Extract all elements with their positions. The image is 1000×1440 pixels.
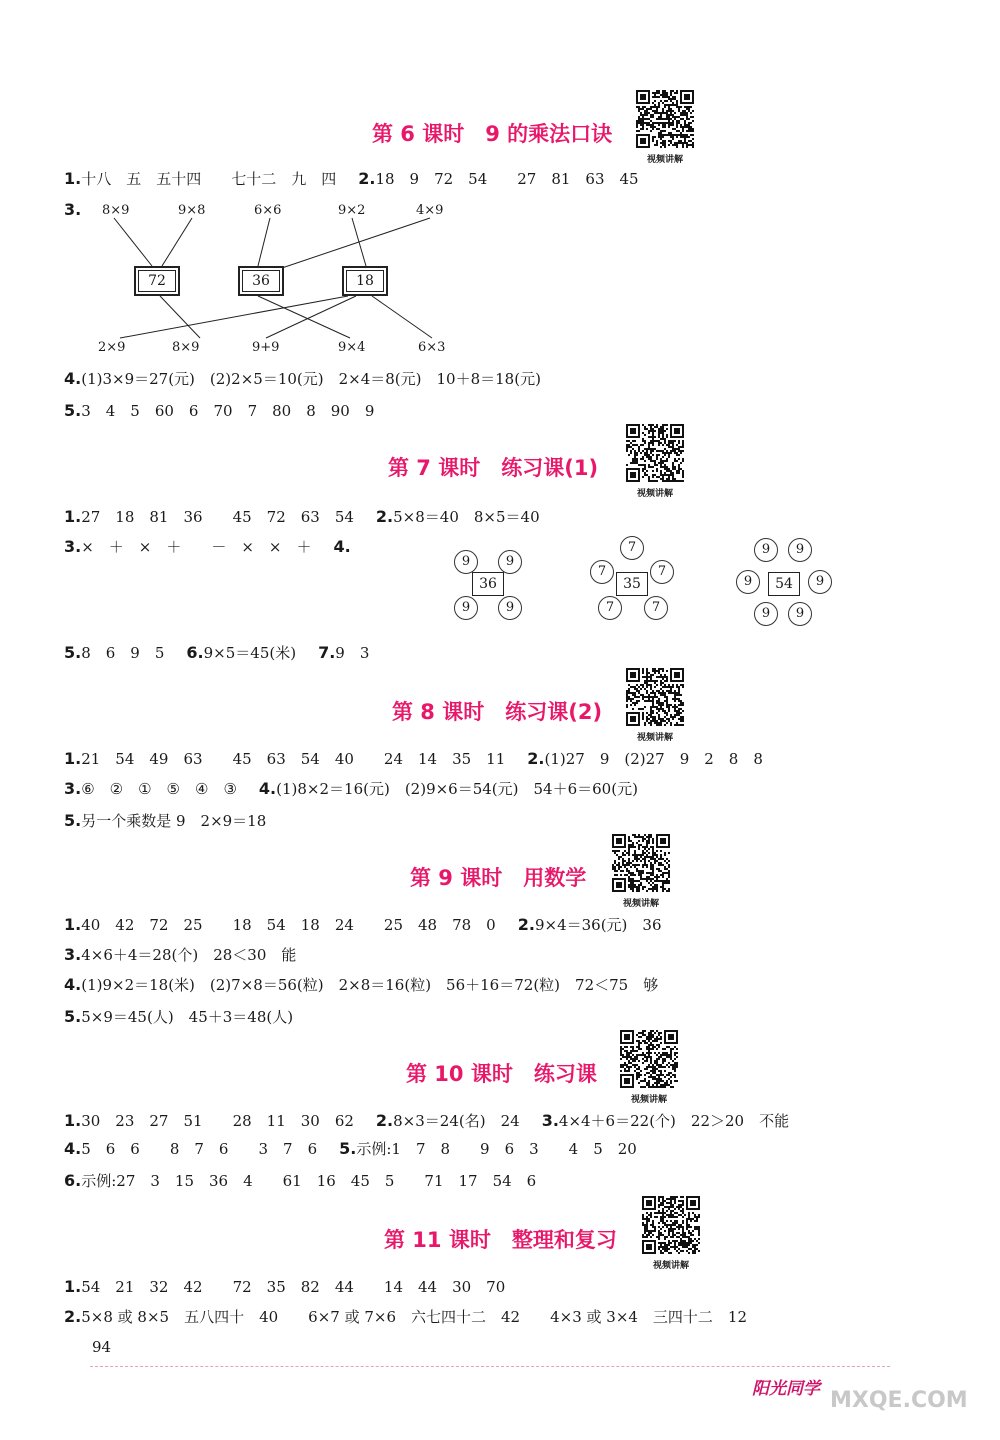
match-top: 6×6 xyxy=(254,203,282,218)
qr-caption: 视频讲解 xyxy=(636,733,673,743)
match-box: 18 xyxy=(342,266,388,296)
lesson-title: 第 8 课时 练习课(2) xyxy=(392,700,603,724)
flower-petal: 7 xyxy=(620,536,644,560)
match-top: 9×8 xyxy=(178,203,206,218)
answer-line: 1.21 54 49 63 45 63 54 40 24 14 35 11 2.(1)27 9 (2)27 9 2 8 8 xyxy=(64,749,763,768)
flower-36 xyxy=(452,544,532,624)
flower-petal: 9 xyxy=(454,596,478,620)
answer-line: 4.(1)3×9＝27(元) (2)2×5＝10(元) 2×4＝8(元) 10＋8＝18(元) xyxy=(64,369,541,388)
lesson-title: 第 11 课时 整理和复习 xyxy=(384,1228,617,1252)
flower-petal: 9 xyxy=(736,570,760,594)
qr-code-icon[interactable] xyxy=(612,834,670,892)
match-top: 9×2 xyxy=(338,203,366,218)
lesson-title: 第 6 课时 9 的乘法口诀 xyxy=(372,122,613,146)
flower-petal: 9 xyxy=(498,596,522,620)
flower-center: 36 xyxy=(472,572,504,596)
lesson-title: 第 9 课时 用数学 xyxy=(410,866,587,890)
flower-petal: 9 xyxy=(788,602,812,626)
qr-code-icon[interactable] xyxy=(636,90,694,148)
answer-line: 5.3 4 5 60 6 70 7 80 8 90 9 xyxy=(64,401,375,420)
answer-line: 5.5×9＝45(人) 45＋3＝48(人) xyxy=(64,1007,294,1026)
answer-line: 5.另一个乘数是 9 2×9＝18 xyxy=(64,811,267,830)
lesson-title: 第 7 课时 练习课(1) xyxy=(388,456,599,480)
flower-petal: 9 xyxy=(808,570,832,594)
answer-line: 5.8 6 9 5 6.9×5＝45(米) 7.9 3 xyxy=(64,643,370,662)
match-bottom: 8×9 xyxy=(172,340,200,355)
flower-center: 35 xyxy=(616,572,648,596)
match-bottom: 2×9 xyxy=(98,340,126,355)
answer-line: 6.示例:27 3 15 36 4 61 16 45 5 71 17 54 6 xyxy=(64,1171,537,1190)
answer-line: 3.⑥ ② ① ⑤ ④ ③ 4.(1)8×2＝16(元) (2)9×6＝54(元) 54＋6＝60(元) xyxy=(64,779,638,798)
match-bottom: 9×4 xyxy=(338,340,366,355)
answer-line: 4.5 6 6 8 7 6 3 7 6 5.示例:1 7 8 9 6 3 4 5 20 xyxy=(64,1139,637,1158)
flower-petal: 9 xyxy=(754,602,778,626)
match-box: 36 xyxy=(238,266,284,296)
lesson-title: 第 10 课时 练习课 xyxy=(406,1062,597,1086)
qr-caption: 视频讲解 xyxy=(636,489,673,499)
answer-line: 3.4×6＋4＝28(个) 28＜30 能 xyxy=(64,945,297,964)
answer-line: 3. xyxy=(64,200,82,219)
flower-petal: 9 xyxy=(498,550,522,574)
qr-code-icon[interactable] xyxy=(626,668,684,726)
flower-center: 54 xyxy=(768,572,800,596)
flower-petal: 9 xyxy=(788,538,812,562)
qr-code-icon[interactable] xyxy=(626,424,684,482)
flower-petal: 7 xyxy=(598,596,622,620)
match-box: 72 xyxy=(134,266,180,296)
flower-35 xyxy=(588,534,678,626)
qr-code-icon[interactable] xyxy=(642,1196,700,1254)
flower-petal: 9 xyxy=(454,550,478,574)
answer-line: 1.54 21 32 42 72 35 82 44 14 44 30 70 xyxy=(64,1277,506,1296)
match-bottom: 6×3 xyxy=(418,340,446,355)
match-bottom: 9+9 xyxy=(252,340,280,355)
flower-petal: 7 xyxy=(650,560,674,584)
match-top: 8×9 xyxy=(102,203,130,218)
footer-divider xyxy=(90,1366,890,1367)
flower-petal: 7 xyxy=(644,596,668,620)
flower-petal: 9 xyxy=(754,538,778,562)
answer-line: 4.(1)9×2＝18(米) (2)7×8＝56(粒) 2×8＝16(粒) 56＋16＝72(粒) 72＜75 够 xyxy=(64,975,659,994)
answer-line: 1.27 18 81 36 45 72 63 54 2.5×8＝40 8×5＝40 xyxy=(64,507,540,526)
qr-caption: 视频讲解 xyxy=(630,1095,667,1105)
match-top: 4×9 xyxy=(416,203,444,218)
answer-line: 2.5×8 或 8×5 五八四十 40 6×7 或 7×6 六七四十二 42 4×3 或 3×4 三四十二 12 xyxy=(64,1307,748,1326)
page-number: 94 xyxy=(92,1338,112,1356)
qr-caption: 视频讲解 xyxy=(652,1261,689,1271)
brand-logo: 阳光同学 xyxy=(752,1379,820,1399)
watermark: MXQE.COM xyxy=(830,1388,968,1413)
answer-line: 1.十八 五 五十四 七十二 九 四 2.18 9 72 54 27 81 63 45 xyxy=(64,169,639,188)
qr-caption: 视频讲解 xyxy=(622,899,659,909)
flower-petal: 7 xyxy=(590,560,614,584)
flower-54 xyxy=(734,536,834,628)
answer-line: 3.× ＋ × ＋ － × × ＋ 4. xyxy=(64,537,351,556)
answer-line: 1.40 42 72 25 18 54 18 24 25 48 78 0 2.9×4＝36(元) 36 xyxy=(64,915,662,934)
answer-line: 1.30 23 27 51 28 11 30 62 2.8×3＝24(名) 24 3.4×4＋6＝22(个) 22＞20 不能 xyxy=(64,1111,790,1130)
qr-code-icon[interactable] xyxy=(620,1030,678,1088)
qr-caption: 视频讲解 xyxy=(646,155,683,165)
